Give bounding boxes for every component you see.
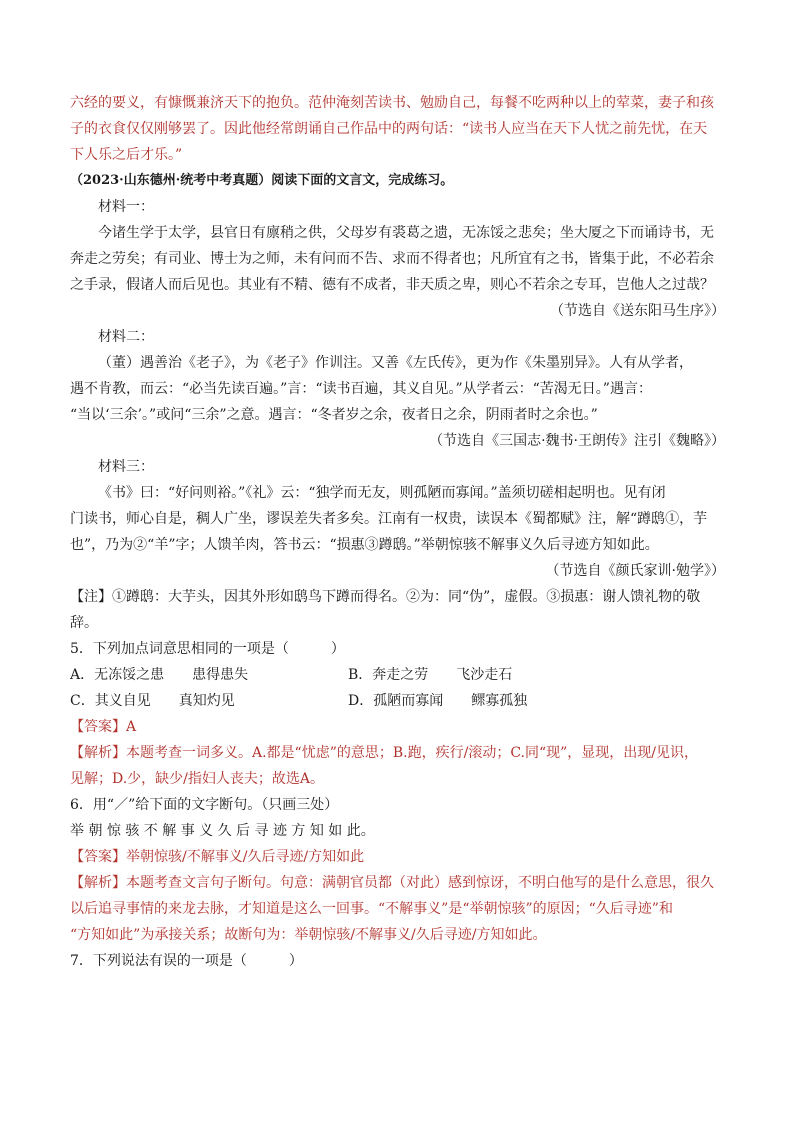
q6-analysis-line-1: 【解析】本题考查文言句子断句。句意：满朝官员都（对此）感到惊讶，不明白他写的是什么意思，很久 bbox=[70, 875, 714, 891]
intro-line-1: 六经的要义，有慷慨兼济天下的抱负。范仲淹刻苦读书、勉励自己，每餐不吃两种以上的荤菜，妻子和孩 bbox=[70, 95, 714, 111]
material3-line-3: 也”，乃为②“羊”字；人馈羊肉，答书云：“损惠③蹲鸱。”举朝惊骇不解事义久后寻迹方知如此。 bbox=[70, 537, 659, 553]
material1-label: 材料一： bbox=[98, 199, 154, 215]
q5-options-row-2 bbox=[70, 688, 725, 714]
material1-line-3: 之手录，假诸人而后见也。其业有不精、德有不成者，非天质之卑，则心不若余之专耳，岂他人之过哉？ bbox=[70, 277, 714, 293]
q5-option-d[interactable]: D．孤陋而寡闻 鳏寡孤独 bbox=[348, 693, 528, 709]
q6-answer: 【答案】举朝惊骇/不解事义/久后寻迹/方知如此 bbox=[70, 849, 365, 865]
material2-line-1: （董）遇善治《老子》，为《老子》作训注。又善《左氏传》，更为作《朱墨别异》。人有从学者， bbox=[98, 355, 693, 371]
note-line-1: 【注】①蹲鸱：大芋头，因其外形如鸱鸟下蹲而得名。②为：同“伪”，虚假。③损惠：谢人馈礼物的敬 bbox=[70, 589, 701, 605]
material1-source: （节选自《送东阳马生序》） bbox=[550, 303, 725, 319]
q5-option-b[interactable]: B．奔走之劳 飞沙走石 bbox=[348, 667, 513, 683]
material3-line-1: 《书》曰：“好问则裕。”《礼》云：“独学而无友，则孤陋而寡闻。”盖须切磋相起明也。见有闭 bbox=[98, 485, 666, 501]
material3-source: （节选自《颜氏家训·勉学》） bbox=[545, 563, 725, 579]
q5-answer: 【答案】A bbox=[70, 719, 137, 735]
material2-source: （节选自《三国志·魏书·王朗传》注引《魏略》） bbox=[429, 433, 725, 449]
material1-line-2: 奔走之劳矣；有司业、博士为之师，未有问而不告、求而不得者也；凡所宜有之书，皆集于此，不必若余 bbox=[70, 251, 714, 267]
q5-option-c[interactable]: C．其义自见 真知灼见 bbox=[70, 693, 235, 709]
note-line-2: 辞。 bbox=[70, 615, 98, 631]
q5-analysis-line-2: 见解；D.少，缺少/指妇人丧夫；故选A。 bbox=[70, 771, 325, 787]
intro-line-3: 下人乐之后才乐。” bbox=[70, 147, 183, 163]
q7-stem: 7．下列说法有误的一项是（ ） bbox=[70, 953, 303, 969]
q5-analysis-line-1: 【解析】本题考查一词多义。A.都是“忧虑”的意思；B.跑，疾行/滚动；C.同“现”，显现，出现/见识， bbox=[70, 745, 699, 761]
material1-line-1: 今诸生学于太学，县官日有廪稍之供，父母岁有裘葛之遗，无冻馁之悲矣；坐大厦之下而诵诗书，无 bbox=[98, 225, 714, 241]
material3-line-2: 门读书，师心自是，稠人广坐，谬误差失者多矣。江南有一权贵，读误本《蜀都赋》注，解“蹲鸱①，芋 bbox=[70, 511, 708, 527]
intro-line-2: 子的衣食仅仅刚够罢了。因此他经常朗诵自己作品中的两句话：“读书人应当在天下人忧之前先忧，在天 bbox=[70, 121, 708, 137]
document-page bbox=[70, 90, 725, 974]
q5-options-row-1 bbox=[70, 662, 725, 688]
material2-line-3: “当以‘三余’。”或问“三余”之意。遇言：“冬者岁之余，夜者日之余，阴雨者时之余也。” bbox=[70, 407, 598, 423]
q6-sentence: 举 朝 惊 骇 不 解 事 义 久 后 寻 迹 方 知 如 此。 bbox=[70, 823, 375, 839]
q5-stem: 5．下列加点词意思相同的一项是（ ） bbox=[70, 641, 345, 657]
q6-analysis-line-2: 以后追寻事情的来龙去脉，才知道是这么一回事。“不解事义”是“举朝惊骇”的原因；“久后寻迹”和 bbox=[70, 901, 673, 917]
q6-stem: 6．用“／”给下面的文字断句。（只画三处） bbox=[70, 797, 339, 813]
material3-label: 材料三： bbox=[98, 459, 154, 475]
question-source: （2023·山东德州·统考中考真题）阅读下面的文言文，完成练习。 bbox=[70, 173, 454, 188]
material2-label: 材料二： bbox=[98, 329, 154, 345]
q5-option-a[interactable]: A．无冻馁之患 患得患失 bbox=[70, 667, 249, 683]
q6-analysis-line-3: “方知如此”为承接关系；故断句为：举朝惊骇/不解事义/久后寻迹/方知如此。 bbox=[70, 927, 547, 943]
material2-line-2: 遇不肯教，而云：“必当先读百遍。”言：“读书百遍，其义自见。”从学者云：“苦渴无日。”遇言： bbox=[70, 381, 652, 397]
